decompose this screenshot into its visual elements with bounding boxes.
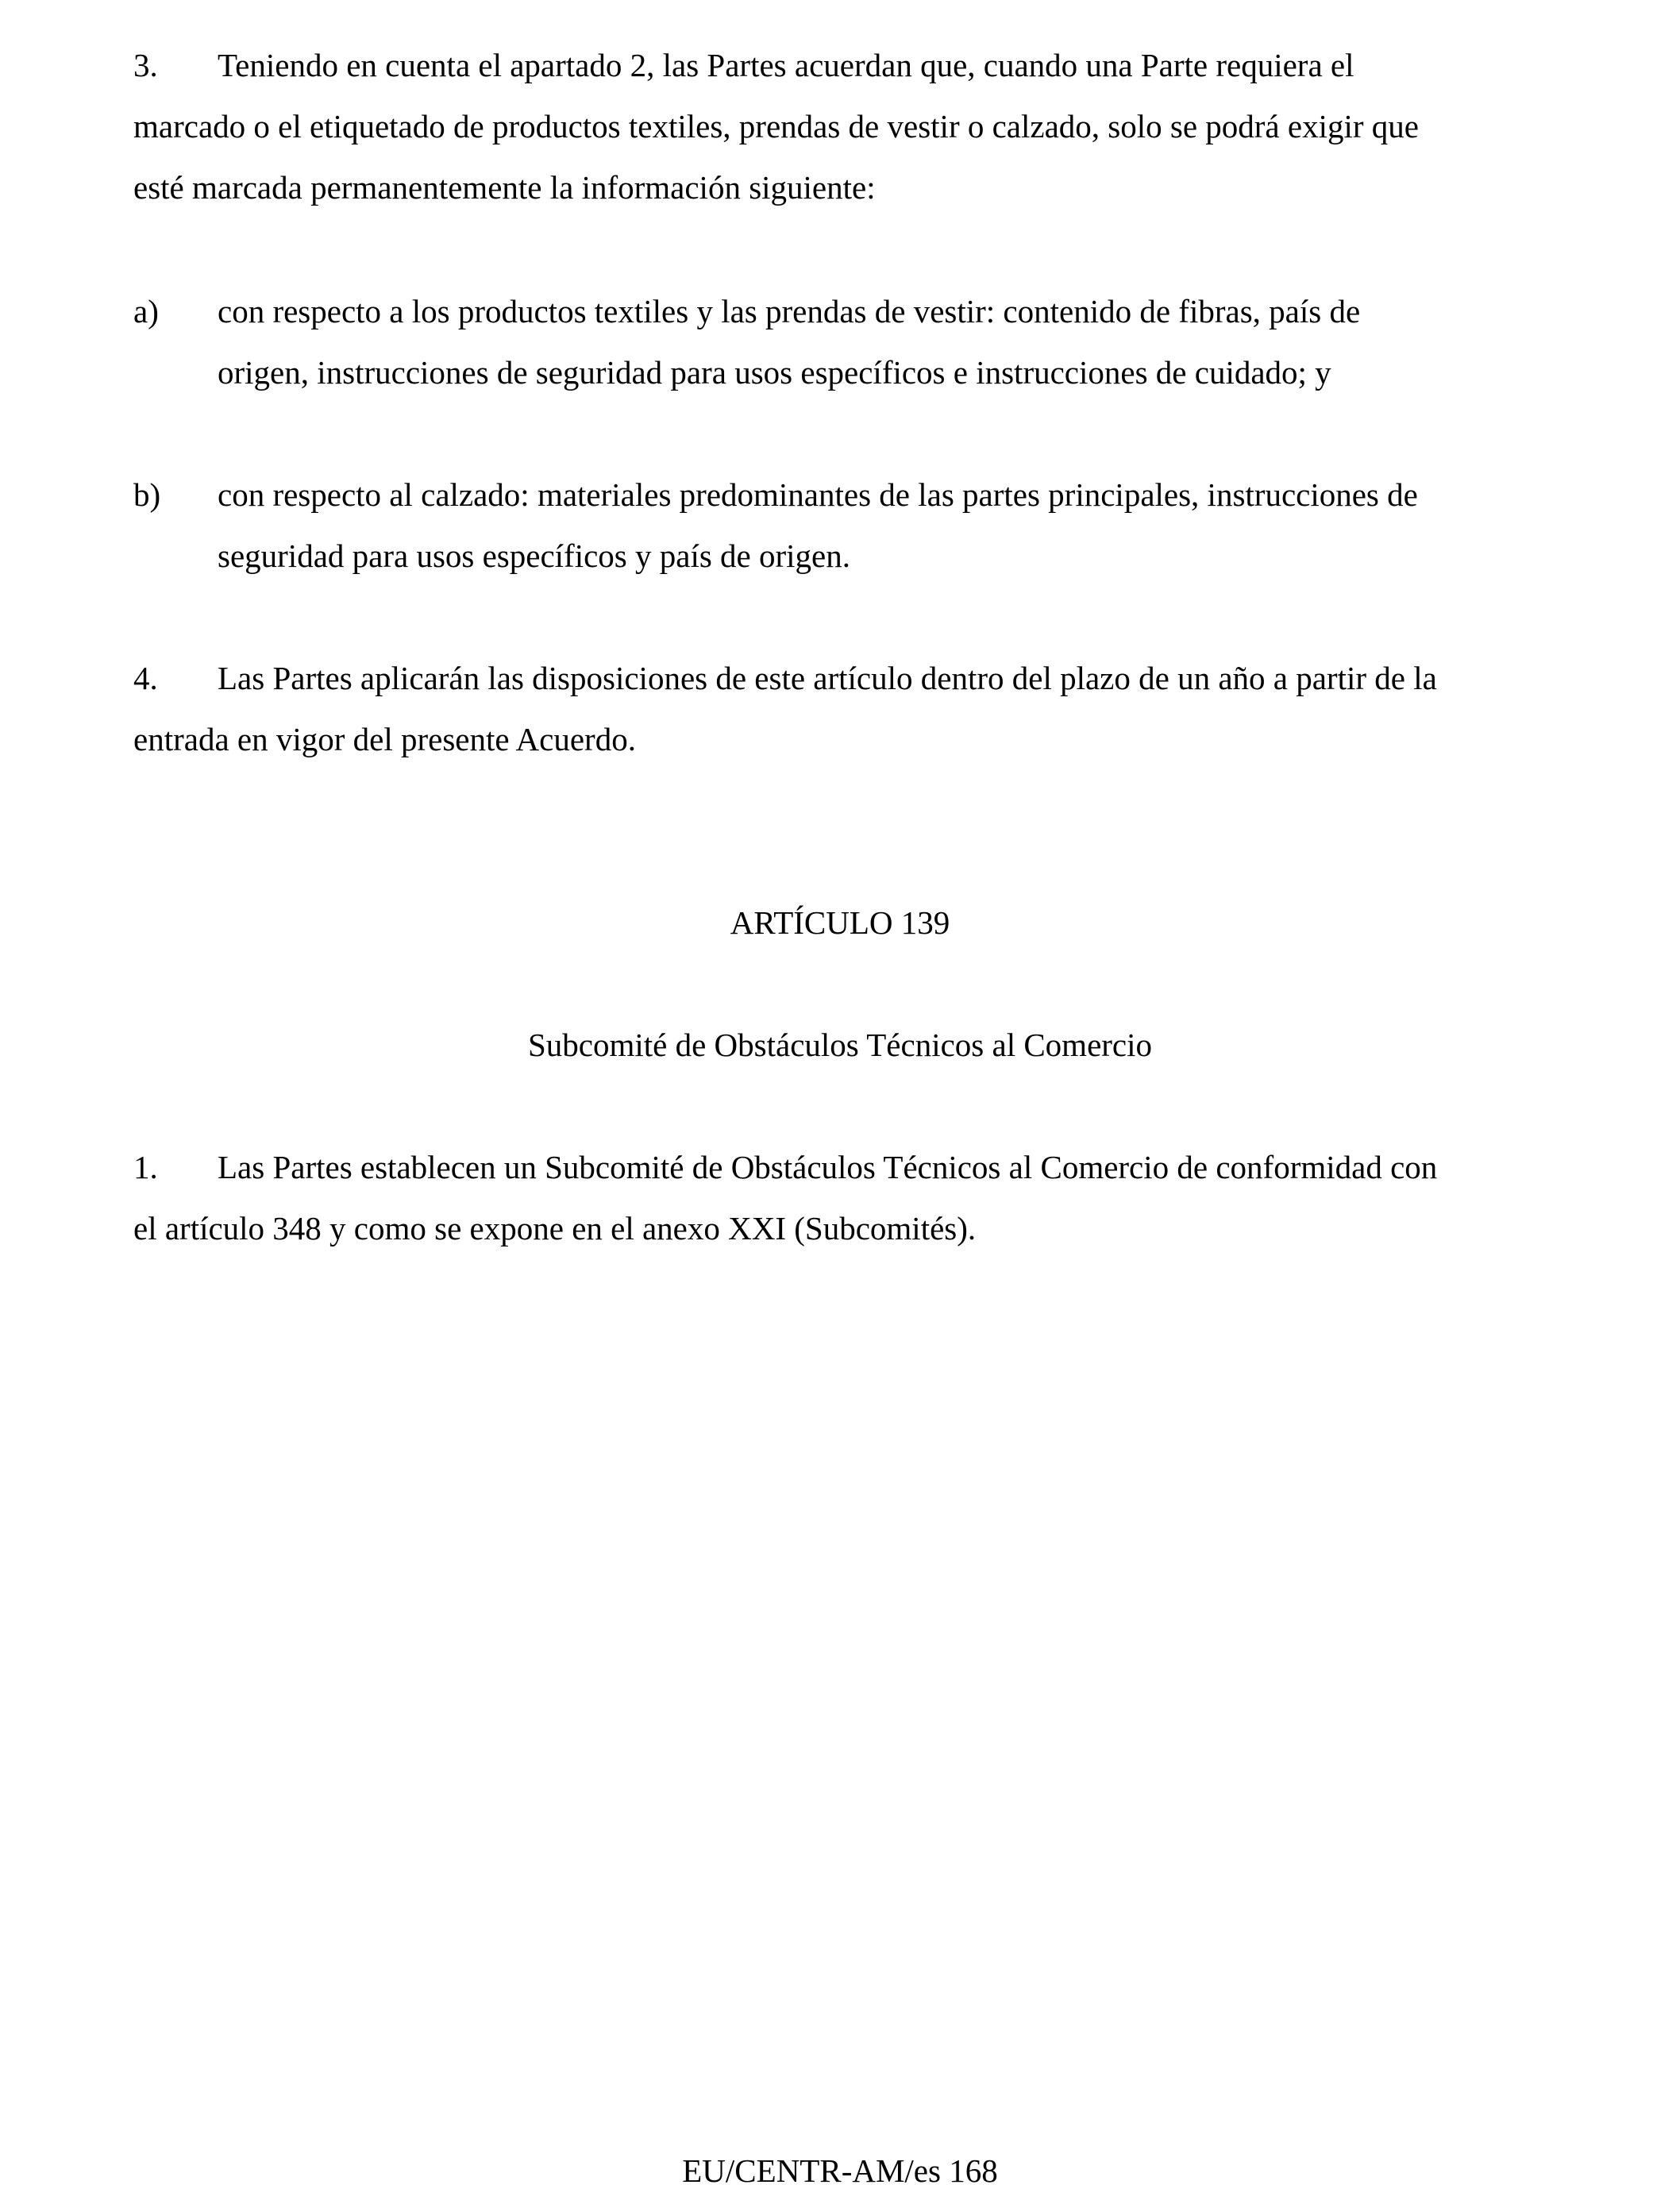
paragraph-1-text-1: Las Partes establecen un Subcomité de Obstáculos Técnicos al Comercio de conformidad con [218, 1149, 1438, 1185]
article-subheading: Subcomité de Obstáculos Técnicos al Comercio [527, 1027, 1153, 1063]
paragraph-3-line-2: marcado o el etiquetado de productos textiles, prendas de vestir o calzado, solo se podrá exigir que [133, 108, 1419, 144]
article-heading: ARTÍCULO 139 [730, 904, 950, 941]
paragraph-4-number: 4. [133, 660, 158, 696]
paragraph-4-line-2: entrada en vigor del presente Acuerdo. [133, 721, 636, 757]
paragraph-4 [133, 648, 1559, 770]
list-item-b [133, 464, 1559, 587]
paragraph-1-line-2: el artículo 348 y como se expone en el anexo XXI (Subcomités). [133, 1210, 977, 1246]
paragraph-1-line-1 [133, 1137, 1559, 1198]
list-item-a-label: a) [133, 293, 159, 329]
list-item-a-line-1: con respecto a los productos textiles y las prendas de vestir: contenido de fibras, país de [218, 293, 1361, 329]
list-item-a-line-2: origen, instrucciones de seguridad para usos específicos e instrucciones de cuidado; y [218, 354, 1331, 391]
paragraph-4-line-1 [133, 648, 1559, 709]
list-item-a [133, 281, 1559, 403]
paragraph-3-text-1: Teniendo en cuenta el apartado 2, las Partes acuerdan que, cuando una Parte requiera el [218, 47, 1354, 83]
paragraph-3 [133, 35, 1559, 218]
paragraph-3-number: 3. [133, 47, 158, 83]
page-footer-reference: EU/CENTR-AM/es 168 [682, 2152, 998, 2189]
list-item-b-line-1: con respecto al calzado: materiales predominantes de las partes principales, instrucciones de [218, 476, 1418, 513]
paragraph-1 [133, 1137, 1559, 1259]
paragraph-3-line-3: esté marcada permanentemente la información siguiente: [133, 169, 876, 206]
paragraph-1-number: 1. [133, 1149, 158, 1185]
list-item-a-body [218, 281, 1360, 403]
paragraph-4-text-1: Las Partes aplicarán las disposiciones de este artículo dentro del plazo de un año a partir de la [218, 660, 1437, 696]
paragraph-3-line-1 [133, 35, 1559, 96]
list-item-b-label: b) [133, 476, 161, 513]
list-item-b-line-2: seguridad para usos específicos y país de origen. [218, 538, 850, 574]
list-item-b-body [218, 464, 1418, 587]
